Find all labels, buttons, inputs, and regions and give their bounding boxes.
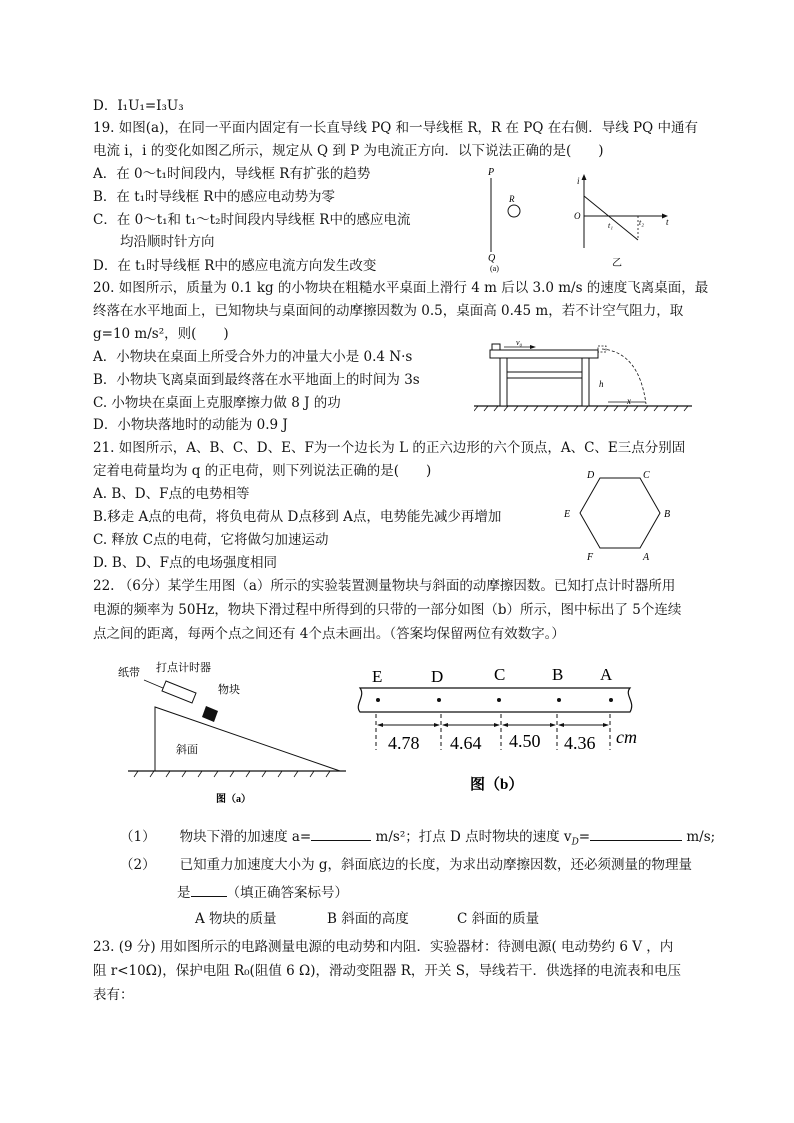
vertex-a: A (643, 552, 650, 563)
q19-option-c: C．在 0～t₁和 t₁～t₂时间段内导线框 R中的感应电流 (93, 212, 411, 228)
velocity-arrowhead (530, 345, 536, 349)
point-labels (372, 665, 613, 686)
q20-stem-line3: g=10 m/s²，则( ) (93, 326, 229, 342)
q19-option-c-cont: 均沿顺时针方向 (93, 234, 215, 250)
q22-sub2-line2 (177, 882, 348, 903)
sub2-text-c: （填正确答案标号） (226, 885, 348, 901)
arrow-i (582, 174, 587, 180)
point-label: E (372, 667, 383, 686)
q19-figure-a (478, 164, 550, 276)
paper-tape (358, 688, 631, 712)
q20-option-b: B．小物块飞离桌面到最终落在水平地面上的时间为 3s (93, 372, 420, 388)
q19-figure-b (568, 170, 678, 270)
q22-choice-b: B 斜面的高度 (327, 911, 409, 927)
vertex-d: D (587, 470, 595, 481)
q21-hexagon-figure (560, 468, 680, 568)
q20-figure (474, 338, 694, 412)
dot (609, 698, 613, 702)
distance-label: 4.36 (564, 733, 596, 753)
answer-blank-quantity[interactable] (191, 882, 227, 897)
q20-option-d: D．小物块落地时的动能为 0.9 J (93, 417, 288, 433)
table-leg-right (582, 358, 589, 406)
q20-option-c: C. 小物块在桌面上克服摩擦力做 8 J 的功 (93, 395, 341, 411)
q21-option-d: D. B、D、F点的电场强度相同 (93, 555, 278, 571)
point-label: C (494, 665, 506, 684)
label-i: i (577, 176, 580, 186)
sub2-text-a: 已知重力加速度大小为 g，斜面底边的长度，为求出动摩擦因数，还必须测量的物理量 (179, 857, 693, 873)
caption-a: (a) (490, 264, 499, 273)
label-v0: v₀ (516, 338, 523, 347)
q21-stem-line1: 21. 如图所示，A、B、C、D、E、F为一个边长为 L 的正六边形的六个顶点，A、C、E三点分别固 (93, 440, 686, 456)
label-timer: 打点计时器 (156, 662, 211, 674)
q23-stem-line2: 阻 r<10Ω)，保护电阻 R₀(阻值 6 Ω)，滑动变阻器 R，开关 S，导线若干．供选择的电流表和电压 (93, 963, 681, 979)
table-leg-left (500, 358, 507, 406)
hexagon (580, 478, 660, 548)
q19-option-a: A．在 0～t₁时间段内，导线框 R有扩张的趋势 (93, 166, 371, 182)
answer-blank-velocity[interactable] (590, 826, 682, 841)
q20-stem-line1: 20. 如图所示，质量为 0.1 kg 的小物块在粗糙水平桌面上滑行 4 m 后以 3.0 m/s 的速度飞离桌面，最 (93, 280, 709, 296)
q19-stem-line1: 19. 如图(a)，在同一平面内固定有一长直导线 PQ 和一导线框 R，R 在 PQ 在右侧．导线 PQ 中通有 (93, 120, 698, 136)
label-slope: 斜面 (176, 744, 198, 756)
sub1-text-d: m/s; (682, 829, 716, 845)
q19-option-b: B．在 t₁时导线框 R中的感应电动势为零 (93, 189, 336, 205)
point-label: B (552, 665, 564, 684)
block-body (202, 706, 218, 722)
label-q: Q (488, 253, 496, 264)
vertex-f: F (587, 552, 594, 563)
dot (376, 698, 380, 702)
table-top (490, 350, 598, 358)
label-t1: t₁ (608, 221, 614, 230)
loop-r (508, 205, 520, 217)
dot (437, 698, 441, 702)
current-line (584, 196, 638, 240)
q20-option-a: A．小物块在桌面上所受合外力的冲量大小是 0.4 N·s (93, 349, 413, 365)
q22-choice-a: A 物块的质量 (195, 911, 277, 927)
q22-stem-line2: 电源的频率为 50Hz，物块下滑过程中所得到的只带的一部分如图（b）所示，图中标出了 5个连续 (93, 602, 682, 618)
label-p: P (488, 167, 495, 178)
sub2-number: （2） (120, 857, 156, 873)
q22-figure-b (348, 658, 648, 798)
unit-label: cm (616, 727, 637, 747)
label-x: x (627, 396, 631, 406)
sub1-text-a: 物块下滑的加速度 a= (179, 829, 312, 845)
sub2-text-b: 是 (177, 885, 191, 901)
caption-b: 图（b） (470, 777, 524, 793)
q18-option-d: D．I₁U₁=I₃U₃ (93, 98, 184, 114)
distance-label: 4.78 (388, 733, 420, 753)
q21-stem-line2: 定着电荷量均为 q 的正电荷，则下列说法正确的是( ) (93, 463, 432, 479)
incline-ground-hatch (134, 771, 330, 777)
q22-stem-line1: 22. （6分）某学生用图（a）所示的实验装置测量物块与斜面的动摩擦因数。已知打点计时器所用 (93, 578, 676, 594)
distance-labels (388, 731, 596, 753)
sub1-text-b: m/s²；打点 D 点时物块的速度 v (371, 829, 572, 845)
vertex-c: C (643, 470, 650, 481)
trajectory (602, 349, 646, 404)
label-t: t (666, 217, 669, 227)
vertex-e: E (564, 509, 571, 520)
q22-stem-line3: 点之间的距离，每两个点之间还有 4个点未画出。（答案均保留两位有效数字。） (93, 626, 565, 642)
q21-option-b: B.移走 A点的电荷，将负电荷从 D点移到 A点，电势能先减少再增加 (93, 509, 502, 525)
vertex-b: B (664, 509, 671, 520)
q22-choice-c: C 斜面的质量 (457, 911, 540, 927)
ground-hatch (474, 406, 688, 411)
q21-option-c: C. 释放 C点的电荷，它将做匀加速运动 (93, 532, 329, 548)
dot (557, 698, 561, 702)
q22-figure-a (108, 655, 348, 810)
sub1-subscript: D (571, 837, 579, 848)
dot (497, 698, 501, 702)
sub1-number: （1） (120, 829, 156, 845)
label-block: 物块 (218, 684, 240, 696)
answer-blank-acceleration[interactable] (311, 826, 371, 841)
q20-stem-line2: 终落在水平地面上，已知物块与桌面间的动摩擦因数为 0.5，桌面高 0.45 m，若不计空气阻力，取 (93, 303, 684, 319)
label-r: R (509, 194, 515, 204)
point-label: D (431, 667, 444, 686)
sub1-text-c: = (578, 829, 591, 845)
label-t2: t₂ (639, 218, 645, 227)
q19-option-d: D．在 t₁时导线框 R中的感应电流方向发生改变 (93, 258, 377, 274)
block (492, 344, 500, 350)
label-h: h (599, 379, 604, 389)
q21-option-a: A. B、D、F点的电势相等 (93, 486, 250, 502)
q19-stem-line2: 电流 i，i 的变化如图乙所示，规定从 Q 到 P 为电流正方向．以下说法正确的是( ) (93, 143, 604, 159)
label-tape: 纸带 (118, 667, 140, 679)
point-label: A (600, 665, 613, 684)
label-o: O (574, 211, 581, 221)
incline (155, 707, 340, 771)
q22-sub1 (120, 826, 715, 853)
q23-stem-line1: 23. (9 分) 用如图所示的电路测量电源的电动势和内阻．实验器材：待测电源( 电动势约 6 V ，内 (93, 939, 674, 955)
caption-b: 乙 (612, 258, 622, 269)
distance-label: 4.50 (509, 731, 541, 751)
distance-label: 4.64 (450, 733, 482, 753)
caption-a: 图（a） (216, 794, 251, 805)
q23-stem-line3: 表有： (93, 987, 134, 1003)
timer-body (162, 681, 196, 703)
q22-sub2 (120, 855, 692, 875)
